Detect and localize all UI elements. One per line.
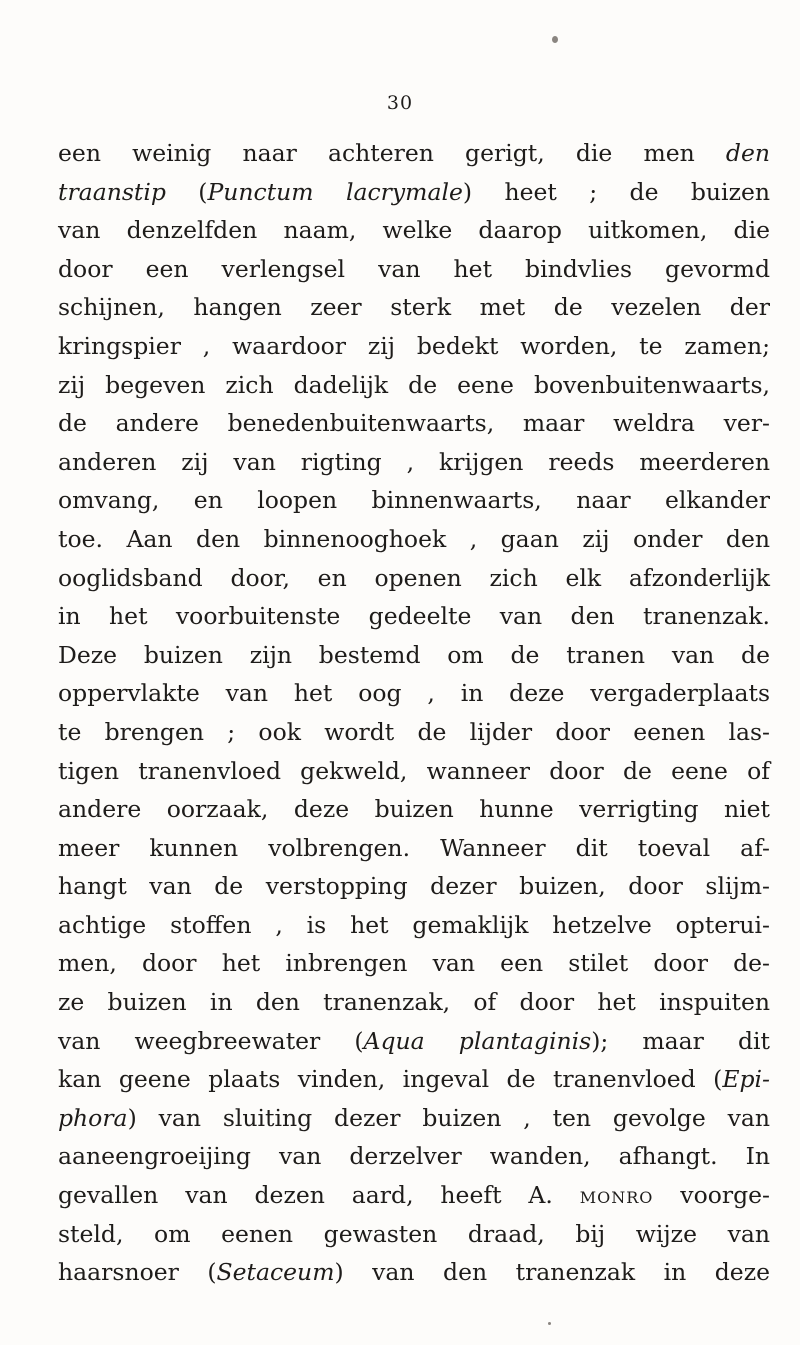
text-line xyxy=(58,559,770,598)
inline-text: ze buizen in den tranenzak, of door het inspuiten xyxy=(58,988,770,1017)
inline-text: van weegbreewater ( xyxy=(58,1026,364,1055)
inline-text: de andere benedenbuitenwaarts, maar weldra ver- xyxy=(58,409,770,438)
text-line xyxy=(58,867,770,906)
inline-text: ); maar dit xyxy=(591,1026,770,1055)
inline-text: gevallen van dezen aard, heeft A. xyxy=(58,1181,580,1210)
text-line xyxy=(58,134,770,173)
text-line xyxy=(58,674,770,713)
inline-text: anderen zij van rigting , krijgen reeds meerderen xyxy=(58,447,770,476)
body-text xyxy=(58,134,770,1292)
inline-text: ) van sluiting dezer buizen , ten gevolge van xyxy=(127,1103,770,1132)
page-number: 30 xyxy=(386,92,414,114)
text-line xyxy=(58,250,770,289)
text-line xyxy=(58,752,770,791)
inline-text: ooglidsband door, en openen zich elk afzonderlijk xyxy=(58,563,770,592)
inline-text: achtige stoffen , is het gemaklijk hetzelve opterui- xyxy=(58,910,770,939)
text-line xyxy=(58,1060,770,1099)
inline-text: meer kunnen volbrengen. Wanneer dit toeval af- xyxy=(58,833,770,862)
inline-text: door een verlengsel van het bindvlies gevormd xyxy=(58,254,770,283)
inline-text: steld, om eenen gewasten draad, bij wijze van xyxy=(58,1219,770,1248)
text-line xyxy=(58,211,770,250)
text-line xyxy=(58,1176,770,1215)
inline-text: kringspier , waardoor zij bedekt worden, te zamen; xyxy=(58,331,770,360)
paper-speck xyxy=(552,36,558,43)
text-line xyxy=(58,713,770,752)
inline-italic: Aqua plantaginis xyxy=(363,1026,592,1055)
text-line xyxy=(58,327,770,366)
text-line xyxy=(58,983,770,1022)
inline-text: van denzelfden naam, welke daarop uitkomen, die xyxy=(58,216,770,245)
inline-text: schijnen, hangen zeer sterk met de vezelen der xyxy=(58,293,770,322)
inline-text: men, door het inbrengen van een stilet door de- xyxy=(58,949,770,978)
inline-italic: Setaceum xyxy=(216,1258,335,1287)
inline-text: te brengen ; ook wordt de lijder door eenen las- xyxy=(58,717,770,746)
inline-text: tigen tranenvloed gekweld, wanneer door de eene of xyxy=(58,756,770,785)
paper-speck xyxy=(548,1322,551,1325)
inline-italic: den xyxy=(725,139,770,167)
text-line xyxy=(58,597,770,636)
inline-text: in het voorbuitenste gedeelte van den tranenzak. xyxy=(58,602,770,631)
text-line xyxy=(58,1215,770,1254)
text-line xyxy=(58,443,770,482)
inline-text: ) van den tranenzak in deze xyxy=(334,1258,770,1287)
inline-text: kan geene plaats vinden, ingeval de tranenvloed ( xyxy=(58,1065,723,1094)
text-line xyxy=(58,636,770,675)
inline-italic: Epi- xyxy=(722,1065,770,1094)
inline-text: omvang, en loopen binnenwaarts, naar elkander xyxy=(58,486,770,515)
text-line xyxy=(58,1022,770,1061)
text-line xyxy=(58,829,770,868)
inline-italic: Punctum lacrymale xyxy=(207,177,463,206)
text-line xyxy=(58,520,770,559)
inline-text: voorge- xyxy=(653,1181,770,1210)
text-line xyxy=(58,1253,770,1292)
inline-text: aaneengroeijing van derzelver wanden, afhangt. In xyxy=(58,1142,770,1171)
text-line xyxy=(58,1137,770,1176)
text-line xyxy=(58,906,770,945)
inline-text: ( xyxy=(165,177,208,206)
inline-italic: traanstip xyxy=(58,177,166,206)
inline-text: oppervlakte van het oog , in deze vergaderplaats xyxy=(58,679,770,708)
text-line xyxy=(58,1099,770,1138)
text-line xyxy=(58,404,770,443)
text-line xyxy=(58,288,770,327)
text-line xyxy=(58,944,770,983)
inline-text: haarsnoer ( xyxy=(58,1258,217,1287)
inline-text: zij begeven zich dadelijk de eene bovenbuitenwaarts, xyxy=(58,370,770,399)
text-line xyxy=(58,790,770,829)
text-line xyxy=(58,366,770,405)
inline-italic: phora xyxy=(58,1103,128,1132)
inline-text: toe. Aan den binnenooghoek , gaan zij onder den xyxy=(58,524,770,553)
text-line xyxy=(58,481,770,520)
inline-text: een weinig naar achteren gerigt, die men xyxy=(58,139,726,167)
inline-text: ) heet ; de buizen xyxy=(462,177,770,206)
inline-text: andere oorzaak, deze buizen hunne verrigting niet xyxy=(58,795,770,824)
inline-text: Deze buizen zijn bestemd om de tranen van de xyxy=(58,640,770,669)
inline-smallcaps: monro xyxy=(579,1181,654,1210)
inline-text: hangt van de verstopping dezer buizen, door slijm- xyxy=(58,872,770,901)
text-line xyxy=(58,173,770,212)
